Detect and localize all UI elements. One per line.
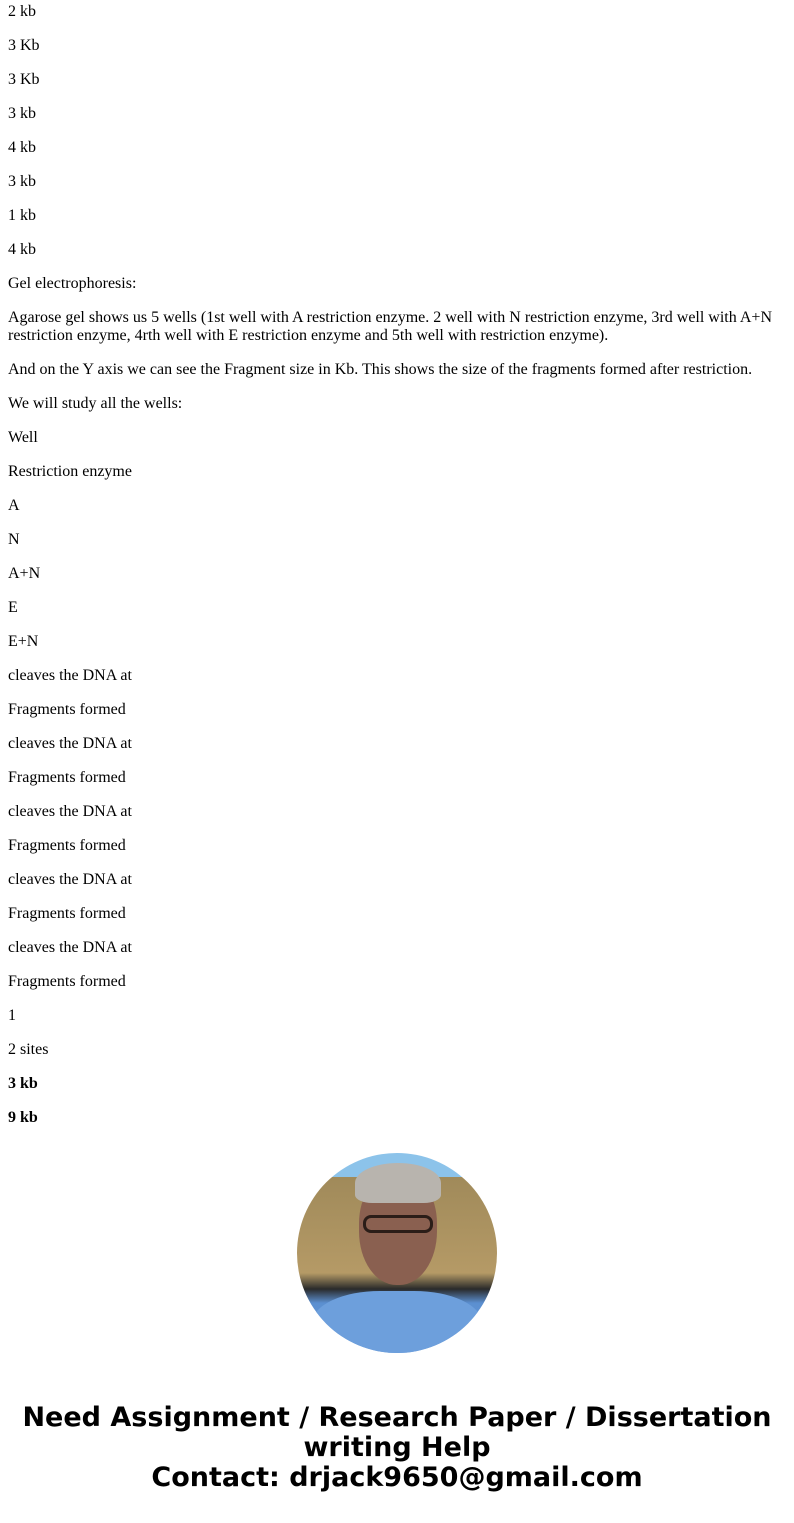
avatar-shirt bbox=[312, 1291, 482, 1353]
paragraph: 3 Kb bbox=[8, 71, 40, 88]
paragraph: E+N bbox=[8, 633, 39, 650]
paragraph: Gel electrophoresis: bbox=[8, 275, 137, 292]
paragraph-list bbox=[0, 3, 794, 1123]
paragraph: Agarose gel shows us 5 wells (1st well with A restriction enzyme. 2 well with N restriction enzyme, 3rd well with A+N restriction enzyme, 4rth well with E restriction enzyme and 5th well with restriction enzyme). bbox=[8, 309, 772, 344]
paragraph: A+N bbox=[8, 565, 41, 582]
paragraph: E bbox=[8, 599, 18, 616]
promo-banner bbox=[0, 1403, 794, 1493]
paragraph: 3 kb bbox=[8, 1075, 38, 1092]
paragraph: 3 kb bbox=[8, 105, 36, 122]
paragraph: We will study all the wells: bbox=[8, 395, 183, 412]
paragraph: Fragments formed bbox=[8, 905, 126, 922]
paragraph: Fragments formed bbox=[8, 837, 126, 854]
paragraph: Restriction enzyme bbox=[8, 463, 132, 480]
promo-contact[interactable]: Contact: drjack9650@gmail.com bbox=[151, 1462, 643, 1493]
paragraph: 9 kb bbox=[8, 1109, 38, 1123]
paragraph: 3 kb bbox=[8, 173, 36, 190]
promo-headline: Need Assignment / Research Paper / Dissertation writing Help bbox=[22, 1402, 772, 1463]
paragraph: cleaves the DNA at bbox=[8, 735, 132, 752]
paragraph: cleaves the DNA at bbox=[8, 667, 132, 684]
paragraph: cleaves the DNA at bbox=[8, 939, 132, 956]
avatar-hair bbox=[355, 1163, 441, 1203]
paragraph: A bbox=[8, 497, 20, 514]
author-avatar bbox=[297, 1153, 497, 1353]
paragraph: Fragments formed bbox=[8, 769, 126, 786]
paragraph: cleaves the DNA at bbox=[8, 803, 132, 820]
paragraph: 3 Kb bbox=[8, 37, 40, 54]
paragraph: Well bbox=[8, 429, 38, 446]
paragraph: Fragments formed bbox=[8, 701, 126, 718]
paragraph: N bbox=[8, 531, 20, 548]
paragraph: 2 sites bbox=[8, 1041, 49, 1058]
paragraph: cleaves the DNA at bbox=[8, 871, 132, 888]
paragraph: Fragments formed bbox=[8, 973, 126, 990]
paragraph: 1 kb bbox=[8, 207, 36, 224]
avatar-glasses bbox=[363, 1215, 433, 1233]
paragraph: And on the Y axis we can see the Fragment size in Kb. This shows the size of the fragments formed after restriction. bbox=[8, 361, 753, 378]
paragraph: 2 kb bbox=[8, 3, 36, 20]
paragraph: 4 kb bbox=[8, 139, 36, 156]
paragraph: 1 bbox=[8, 1007, 16, 1024]
paragraph: 4 kb bbox=[8, 241, 36, 258]
